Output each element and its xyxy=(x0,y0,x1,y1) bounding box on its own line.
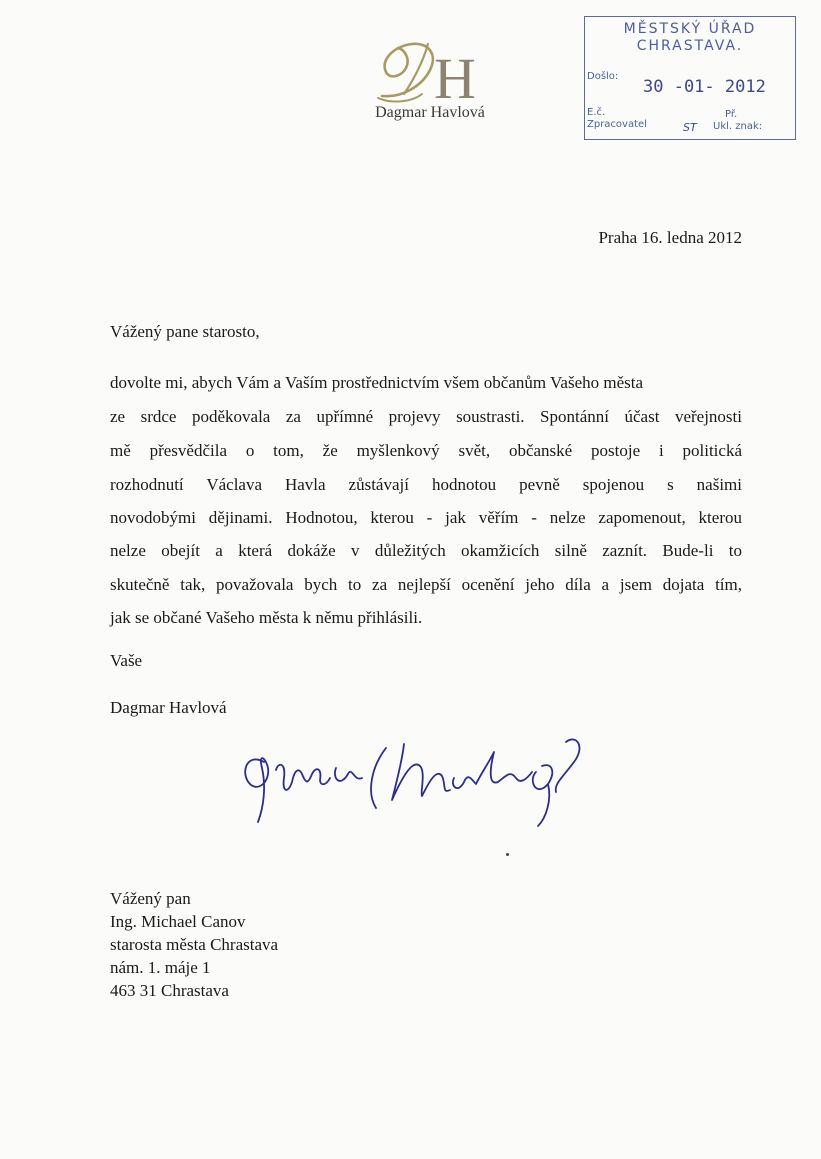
stamp-handler-label: Zpracovatel xyxy=(587,119,647,130)
dh-monogram-logo xyxy=(372,36,492,108)
body-line: jak se občané Vašeho města k němu přihlásili. xyxy=(110,608,423,627)
stamp-office-line-1: MĚSTSKÝ ÚŘAD xyxy=(623,21,757,37)
stamp-ref-label: E.č. xyxy=(587,107,606,118)
body-line: novodobými dějinami. Hodnotou, kterou - jak věřím - nelze zapomenout, kterou xyxy=(110,508,742,527)
stamp-received-date: 30 -01- 2012 xyxy=(643,77,766,97)
closing: Vaše xyxy=(110,651,143,670)
handwritten-signature xyxy=(236,722,596,832)
body-line: mě přesvědčila o tom, že myšlenkový svět, občanské postoje i politická xyxy=(110,441,742,460)
address-line: Ing. Michael Canov xyxy=(110,912,246,931)
sender-name: Dagmar Havlová xyxy=(110,698,227,717)
stamp-office-name xyxy=(585,21,795,55)
body-line: rozhodnutí Václava Havla zůstávají hodnotou pevně spojenou s našimi xyxy=(110,475,742,494)
stamp-office-line-2: CHRASTAVA. xyxy=(636,38,744,54)
registry-stamp xyxy=(584,16,796,140)
address-line: 463 31 Chrastava xyxy=(110,981,229,1000)
ink-dot xyxy=(506,853,509,856)
letter-date: Praha 16. ledna 2012 xyxy=(598,228,742,247)
stamp-received-label: Došlo: xyxy=(587,71,619,82)
stamp-filing-label: Ukl. znak: xyxy=(713,121,763,132)
address-line: Vážený pan xyxy=(110,889,191,908)
body-line: ze srdce poděkovala za upřímné projevy soustrasti. Spontánní účast veřejnosti xyxy=(110,407,742,426)
body-line: dovolte mi, abych Vám a Vaším prostřednictvím všem občanům Vašeho města xyxy=(110,373,644,392)
svg-text:H: H xyxy=(434,46,476,108)
address-line: nám. 1. máje 1 xyxy=(110,958,211,977)
stamp-handler-initials: ST xyxy=(683,121,697,134)
body-line: nelze obejít a která dokáže v důležitých okamžicích silně zaznít. Bude-li to xyxy=(110,541,742,560)
body-line: skutečně tak, považovala bych to za nejlepší ocenění jeho díla a jsem dojata tím, xyxy=(110,575,742,594)
address-line: starosta města Chrastava xyxy=(110,935,279,954)
stamp-attachments-label: Př. xyxy=(725,109,738,120)
letterhead-name: Dagmar Havlová xyxy=(375,104,485,121)
salutation: Vážený pane starosto, xyxy=(110,322,260,341)
